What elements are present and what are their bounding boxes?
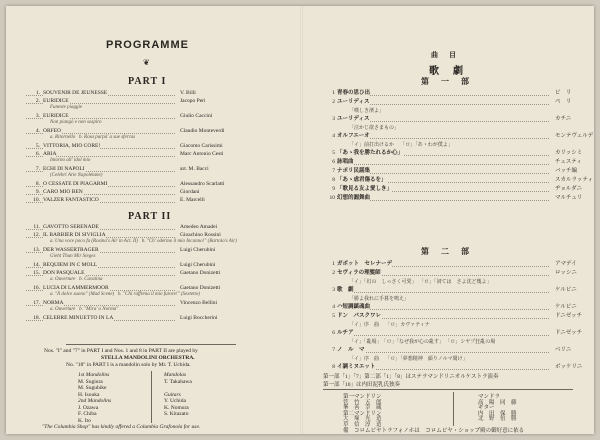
item-composer: ボッケリニ bbox=[555, 364, 583, 370]
item-composer: スカルラッティ bbox=[555, 177, 593, 183]
item-subtitle: Non piangò e non sospiro bbox=[50, 120, 102, 125]
item-composer: V. Billi bbox=[180, 90, 196, 96]
leader-dots bbox=[337, 163, 549, 165]
programme-item-jp bbox=[323, 347, 593, 354]
item-composer: ケルビニ bbox=[555, 287, 577, 293]
programme-item-jp bbox=[323, 90, 593, 97]
player-name: 1st Mandolins bbox=[78, 372, 110, 378]
divider bbox=[66, 344, 236, 345]
item-number: 1. bbox=[35, 90, 40, 96]
programme-item-jp bbox=[323, 364, 593, 371]
item-number: 6 bbox=[332, 330, 335, 336]
item-title: イ調ミヌエット bbox=[337, 364, 376, 370]
item-title: 「歌見る友よ愛しき」 bbox=[337, 186, 393, 192]
item-composer: モンテヴェルデ bbox=[555, 133, 594, 139]
item-composer: Luigi Boccherini bbox=[180, 315, 218, 321]
player-name-jp: 菅 竹 五 郎 bbox=[343, 399, 382, 406]
item-title: ナポリ民謡集 bbox=[337, 168, 371, 174]
item-subtitle: 「イ」序 曲 「ロ」カヴァティナ bbox=[349, 323, 430, 328]
item-composer: ドニゼッチ bbox=[555, 313, 583, 319]
item-subtitle: 「イ」「亂場」 「ロ」「なぜ我が心の亂す」 「ロ」シヤプ狂亂の場 bbox=[349, 340, 496, 345]
item-composer: Alessandro Scarlatti bbox=[180, 181, 225, 187]
item-composer: Giulio Caccini bbox=[180, 113, 213, 119]
player-name: K. Nomura bbox=[164, 404, 189, 411]
item-subtitle: Gieht Thun Mir Sieges bbox=[50, 254, 96, 259]
programme-item-jp bbox=[323, 133, 593, 140]
programme-item-jp bbox=[323, 186, 593, 193]
item-number: 7 bbox=[332, 347, 335, 353]
player-name-jp: 内 田 保 勝 bbox=[478, 410, 517, 417]
item-composer: バッチ編 bbox=[555, 168, 578, 174]
programme-item-jp bbox=[323, 168, 593, 175]
part1-heading: PART I bbox=[128, 76, 167, 87]
leader-dots bbox=[337, 291, 549, 293]
item-composer: Jacopo Peri bbox=[180, 98, 206, 104]
programme-item-jp bbox=[323, 99, 593, 106]
item-number: 5 bbox=[332, 150, 335, 156]
item-subtitle: a. Una voce poco fa (Rosina's Air in Act. II) b. "Ch' odermo il mio Incanno!" (Bartolo's Air) bbox=[50, 239, 237, 244]
item-composer: カリッシミ bbox=[555, 150, 583, 156]
programme-item bbox=[26, 128, 286, 135]
programme-title-jp: 曲 目 bbox=[431, 51, 458, 59]
item-composer: ベリニ bbox=[555, 347, 572, 353]
item-subtitle: 「イ」前打出けるか 「ロ」「あゝわが僕よ」 bbox=[349, 143, 453, 148]
programme-item bbox=[26, 166, 286, 173]
leader-dots bbox=[337, 351, 549, 353]
item-composer: Giordani bbox=[180, 189, 200, 195]
item-number: 11. bbox=[33, 224, 40, 230]
item-composer: Claudio Monteverdi bbox=[180, 128, 225, 134]
item-composer: Marc Antonio Cesti bbox=[180, 151, 224, 157]
item-composer: マルチェリ bbox=[555, 195, 583, 201]
item-number: 3 bbox=[332, 116, 335, 122]
player-name: 2nd Mandolins bbox=[78, 398, 112, 404]
programme-item-jp bbox=[323, 116, 593, 123]
japanese-page bbox=[303, 6, 594, 434]
player-name: Guitars bbox=[164, 391, 181, 398]
item-composer: アマデイ bbox=[555, 261, 577, 267]
programme-item bbox=[26, 232, 286, 239]
item-title: LUCIA DI LAMMERMOOR bbox=[43, 285, 109, 291]
item-title: ORFEO bbox=[43, 128, 62, 134]
item-subtitle: a. Ouverture b. "Mira' o Norma" bbox=[50, 307, 119, 312]
opera-title-jp: 歌 劇 bbox=[429, 66, 465, 77]
item-title: ドン パスクワレ bbox=[337, 313, 382, 319]
item-title: SOUVENIR DE JEUNESSE bbox=[43, 90, 108, 96]
item-number: 18. bbox=[33, 315, 40, 321]
item-composer: Luigi Cherubini bbox=[180, 247, 216, 253]
item-number: 4 bbox=[332, 304, 335, 310]
programme-item-jp bbox=[323, 313, 593, 320]
programme-heading: PROGRAMME bbox=[106, 39, 189, 51]
item-number: 6 bbox=[332, 159, 335, 165]
item-composer: カチニ bbox=[555, 116, 572, 122]
item-title: 詠唱曲 bbox=[337, 159, 354, 165]
item-title: ハ短調鎮魂曲 bbox=[337, 304, 371, 310]
item-composer: Gioachino Rossini bbox=[180, 232, 221, 238]
programme-item-jp bbox=[323, 159, 593, 166]
item-title: DER WASSERTRAGER bbox=[43, 247, 99, 253]
item-subtitle: 「泣かじ欲さまもの」 bbox=[349, 126, 400, 131]
item-composer: Vincenzo Bellini bbox=[180, 300, 218, 306]
player-name: J. Ozawa bbox=[78, 404, 99, 411]
item-number: 8. bbox=[35, 181, 40, 187]
programme-item bbox=[26, 285, 286, 292]
leaf-ornament-icon: ❦ bbox=[143, 58, 150, 67]
item-number: 8 bbox=[332, 364, 335, 370]
player-name-jp: 第一マンドリン bbox=[343, 394, 382, 400]
item-composer: ロッシニ bbox=[555, 270, 577, 276]
divider bbox=[151, 371, 152, 423]
item-number: 6. bbox=[35, 151, 40, 157]
programme-item bbox=[26, 315, 286, 322]
programme-item bbox=[26, 181, 286, 188]
item-title: EURIDICE bbox=[43, 98, 69, 104]
player-name: K. Ito bbox=[78, 417, 91, 424]
item-subtitle: Funeste piaggie bbox=[50, 105, 83, 110]
item-title: IL BARBIER DI SIVIGLIA bbox=[43, 232, 106, 238]
item-number: 13. bbox=[33, 247, 40, 253]
item-number: 1 bbox=[332, 261, 335, 267]
item-subtitle: a. "Il dolce suono" (Mad Scene) b. "Chi raffrena il mio furore!" (Sextetto) bbox=[50, 292, 201, 297]
item-number: 8 bbox=[332, 177, 335, 183]
item-number: 9 bbox=[332, 186, 335, 192]
part1-heading-jp: 第 一 部 bbox=[421, 77, 471, 86]
programme-item bbox=[26, 113, 286, 120]
programme-item-jp bbox=[323, 150, 593, 157]
divider bbox=[453, 392, 454, 426]
item-title: REQUIEM IN C MOLL bbox=[43, 262, 98, 268]
player-name: M. Suguhike bbox=[78, 385, 107, 391]
item-number: 1 bbox=[332, 90, 335, 96]
item-number: 14. bbox=[33, 262, 40, 268]
item-subtitle: 「イ」「幻の しっさく可愛」 「ロ」「詞ては さよ沈ど幾よ」 bbox=[349, 280, 492, 285]
item-number: 10. bbox=[33, 197, 40, 203]
item-number: 4. bbox=[35, 128, 40, 134]
item-number: 12. bbox=[33, 232, 40, 238]
item-number: 2 bbox=[332, 270, 335, 276]
player-name-jp: 第二マンドリン bbox=[343, 410, 382, 417]
item-composer: Giacomo Carissimi bbox=[180, 143, 223, 149]
player-name-jp: 高 陽 同 藤 bbox=[478, 399, 517, 406]
item-subtitle: a. Ouverture b. Cavatina bbox=[50, 277, 103, 282]
player-name: T. Takahawa bbox=[164, 378, 192, 385]
item-title: CELEBRE MINUETTO IN LA bbox=[43, 315, 114, 321]
programme-item bbox=[26, 197, 286, 204]
programme-item-jp bbox=[323, 270, 593, 277]
programme-item bbox=[26, 247, 286, 254]
player-name-jp: 大 塚 光 造 bbox=[343, 416, 382, 423]
item-title: VALZER FANTASTICO bbox=[43, 197, 99, 203]
item-composer: ドニゼッチ bbox=[555, 330, 583, 336]
player-name: M. Sugiura bbox=[78, 378, 103, 385]
item-title: 「あゝ虐君傷るを」 bbox=[337, 177, 387, 183]
item-subtitle: a. Ritornello b. Rosa purpà' a sue sferras bbox=[50, 135, 136, 140]
item-title: GAVOTTO SERENADE bbox=[43, 224, 99, 230]
part2-heading-jp: 第 二 部 bbox=[421, 247, 471, 256]
note-line: Nos. "I" and "7" in PART I and Nos. 1 and 8 in PART II are played by bbox=[44, 348, 198, 354]
programme-item-jp bbox=[323, 177, 593, 184]
item-composer: Gaetano Donizetti bbox=[180, 285, 221, 291]
item-number: 5. bbox=[35, 143, 40, 149]
item-number: 4 bbox=[332, 133, 335, 139]
player-name: H. Isouka bbox=[78, 391, 100, 398]
divider bbox=[323, 389, 573, 390]
item-number: 7 bbox=[332, 168, 335, 174]
item-composer: チェスティ bbox=[555, 159, 582, 165]
item-number: 5 bbox=[332, 313, 335, 319]
item-number: 10 bbox=[329, 195, 335, 201]
item-title: 「あゝ我を勝たれるか心」 bbox=[337, 150, 404, 156]
item-composer: ペ リ bbox=[555, 99, 572, 105]
item-title: セヴィラの理髪師 bbox=[337, 270, 381, 276]
programme-item bbox=[26, 143, 286, 150]
item-number: 16. bbox=[33, 285, 40, 291]
programme-item bbox=[26, 270, 286, 277]
programme-item bbox=[26, 189, 286, 196]
item-title: DON PASQUALE bbox=[43, 270, 85, 276]
english-page bbox=[6, 6, 300, 434]
programme-item-jp bbox=[323, 287, 593, 294]
programme-item bbox=[26, 262, 286, 269]
item-title: VITTORIA, MIO CORE! bbox=[43, 143, 101, 149]
programme-item bbox=[26, 90, 286, 97]
item-title: オルフエーオ bbox=[337, 133, 370, 139]
programme-item bbox=[26, 151, 286, 158]
item-title: ガボット セレナーデ bbox=[337, 261, 393, 267]
item-subtitle: 「イ」序 曲 「ロ」「夢想精神 顔りノルマ聞け」 bbox=[349, 357, 468, 362]
player-name: F. Chiba bbox=[78, 411, 97, 417]
footer-note-jp: 備 コロムビヤトラフォノホは コロムビヤ・ショップ殿の御好意に依る bbox=[343, 428, 525, 434]
player-name: Mandolas bbox=[164, 372, 186, 378]
note-line-jp: 第一部「1」「7」第二部「1」「8」はステラマンドリニオルケストラ演奏 bbox=[323, 374, 499, 380]
footer-note: "The Columbia Shop" has kindly offered a Columbia Grafonola for use. bbox=[42, 424, 201, 430]
item-title: ユーリディス bbox=[337, 99, 370, 105]
programme-item-jp bbox=[323, 304, 593, 311]
item-title: 青春の思ひ出 bbox=[337, 90, 371, 96]
item-composer: E. Marcelli bbox=[180, 197, 205, 203]
item-title: ユーリディス bbox=[337, 116, 370, 122]
item-title: 歌 劇 bbox=[337, 287, 354, 293]
note-line: No. "18" in PART I is a mandolin solo by Mr. T. Uchida. bbox=[66, 362, 191, 368]
programme-item bbox=[26, 98, 286, 105]
programme-item bbox=[26, 300, 286, 307]
item-subtitle: (Celebri Arie Napoletane) bbox=[50, 173, 103, 178]
leader-dots bbox=[337, 334, 549, 336]
item-number: 3 bbox=[332, 287, 335, 293]
item-title: NORMA bbox=[43, 300, 64, 306]
item-title: O CESSATE DI PIAGARMI bbox=[43, 181, 108, 187]
player-name: Y. Uchida bbox=[164, 398, 186, 404]
item-title: ARIA bbox=[43, 151, 57, 157]
player-name-jp: 北 野 倍 勝 bbox=[478, 416, 517, 423]
note-line-jp: 第一部「10」は内田泥乳氏独奏 bbox=[323, 382, 401, 388]
orchestra-name: STELLA MANDOLINI ORCHESTRA. bbox=[101, 355, 195, 361]
item-composer: arr. M. Bacci bbox=[180, 166, 209, 172]
item-title: ルチア bbox=[337, 330, 354, 336]
item-title: CARO MIO BEN bbox=[43, 189, 83, 195]
item-subtitle: Intorno all' idol mio bbox=[50, 158, 91, 163]
item-composer: Amedeo Amadei bbox=[180, 224, 218, 230]
item-number: 15. bbox=[33, 270, 40, 276]
item-composer: Luigi Cherubini bbox=[180, 262, 216, 268]
programme-item bbox=[26, 224, 286, 231]
item-number: 17. bbox=[33, 300, 40, 306]
item-composer: ビ リ bbox=[555, 90, 572, 96]
item-number: 7. bbox=[35, 166, 40, 172]
part2-heading: PART II bbox=[128, 211, 172, 222]
programme-sheet bbox=[6, 6, 594, 434]
player-name-jp: マンドラ bbox=[478, 394, 501, 400]
item-composer: ケルビニ bbox=[555, 304, 577, 310]
player-name-jp: 草 信 淳 造 bbox=[343, 422, 382, 428]
item-number: 9. bbox=[35, 189, 40, 195]
item-composer: Gaetano Donizetti bbox=[180, 270, 221, 276]
item-number: 2. bbox=[35, 98, 40, 104]
item-title: ノ ル マ bbox=[337, 347, 365, 353]
item-title: ECHI DI NAPOLI bbox=[43, 166, 85, 172]
player-name-jp: ギター bbox=[478, 405, 495, 412]
programme-item-jp bbox=[323, 330, 593, 337]
item-number: 2 bbox=[332, 99, 335, 105]
item-title: EURIDICE bbox=[43, 113, 69, 119]
item-composer: ヂョルダニ bbox=[555, 186, 583, 192]
item-subtitle: 「嘆しき濱よ」 bbox=[349, 109, 385, 114]
player-name: S. Kitazato bbox=[164, 411, 189, 417]
item-subtitle: 「勝よ我れに手暮を鳴え」 bbox=[349, 297, 410, 302]
programme-item-jp bbox=[323, 195, 593, 202]
player-name-jp: 峯 善 幸 蔵 bbox=[343, 405, 382, 412]
programme-item-jp bbox=[323, 261, 593, 268]
item-number: 3. bbox=[35, 113, 40, 119]
item-title: 幻想的圓舞曲 bbox=[337, 195, 371, 201]
